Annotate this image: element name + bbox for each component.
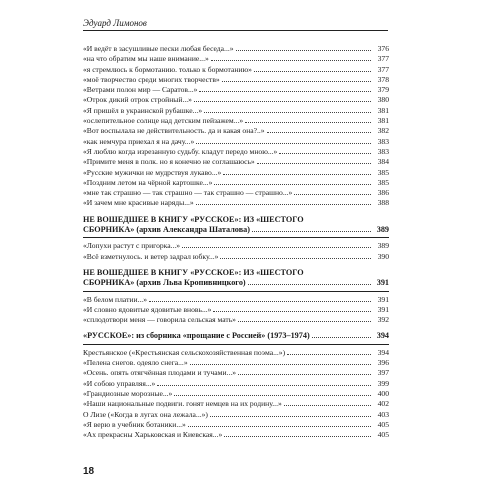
- toc-entry-page: 388: [377, 198, 389, 208]
- toc-entry: [83, 198, 389, 208]
- section-heading-1: [83, 215, 389, 236]
- toc-entry: [83, 44, 389, 54]
- toc-group-1: [83, 44, 389, 209]
- dot-leader: [222, 81, 371, 82]
- dot-leader: [267, 132, 371, 133]
- section-rule: [83, 291, 389, 292]
- toc-entry-page: 400: [377, 388, 389, 398]
- toc-entry-page: 381: [377, 116, 389, 126]
- toc-entry-page: 379: [377, 85, 389, 95]
- dot-leader: [257, 163, 371, 164]
- section-heading-3: [83, 331, 389, 341]
- toc-entry-page: 377: [377, 64, 389, 74]
- dot-leader: [194, 101, 371, 102]
- toc-entry-title: «В белом платии...»: [83, 294, 148, 304]
- section-rule: [83, 344, 389, 345]
- toc-entry-page: 383: [377, 146, 389, 156]
- toc-entry-title: «Лопухи растут с пригорка...»: [83, 241, 181, 251]
- section-heading-line: НЕ ВОШЕДШЕЕ В КНИГУ «РУССКОЕ»: ИЗ «ШЕСТОГО: [83, 214, 304, 224]
- toc-entry: [83, 241, 389, 251]
- dot-leader: [149, 301, 371, 302]
- running-header-author: Эдуард Лимонов: [83, 18, 147, 28]
- toc-entry-page: 389: [377, 241, 389, 251]
- dot-leader: [204, 112, 371, 113]
- toc-entry: [83, 368, 389, 378]
- toc-entry-page: 385: [377, 177, 389, 187]
- dot-leader: [294, 194, 371, 195]
- toc-entry-title: «Осень. опять отягчённая плодами и тучами...»: [83, 368, 237, 378]
- toc-entry: [83, 305, 389, 315]
- dot-leader: [284, 405, 371, 406]
- toc-entry-title: «ослепительное солнце над детским пейзажем...»: [83, 116, 244, 126]
- toc-entry: [83, 188, 389, 198]
- dot-leader: [236, 50, 371, 51]
- section-heading-line: СБОРНИКА» (архив Льва Кропивницкого): [83, 278, 246, 288]
- toc-entry-page: 381: [377, 105, 389, 115]
- toc-entry: [83, 168, 389, 178]
- section-page-number: 394: [376, 331, 389, 341]
- section-2-items: [83, 295, 389, 326]
- toc-entry: [83, 430, 389, 440]
- section-heading-line: «РУССКОЕ»: из сборника «прощание с Россией» (1973–1974): [83, 331, 310, 341]
- toc-entry: [83, 252, 389, 262]
- toc-entry: [83, 95, 389, 105]
- toc-entry-title: О Лизе («Когда в лугах она лежала...»): [83, 409, 208, 419]
- toc-entry: [83, 137, 389, 147]
- section-3-items: [83, 348, 389, 441]
- toc-entry-page: 390: [377, 251, 389, 261]
- toc-entry: [83, 116, 389, 126]
- table-of-contents: [83, 44, 389, 440]
- toc-entry-page: 380: [377, 95, 389, 105]
- toc-entry-page: 394: [377, 347, 389, 357]
- toc-entry-page: 405: [377, 430, 389, 440]
- toc-entry-page: 402: [377, 399, 389, 409]
- toc-entry-title: «я стремлюсь к бормотанию. только к бормотанию»: [83, 64, 252, 74]
- toc-entry: [83, 75, 389, 85]
- toc-entry: [83, 106, 389, 116]
- section-1-items: [83, 241, 389, 262]
- dot-leader: [188, 426, 371, 427]
- toc-entry: [83, 420, 389, 430]
- toc-entry: [83, 348, 389, 358]
- toc-entry: [83, 65, 389, 75]
- header-rule: [83, 30, 388, 31]
- toc-entry-title: «Отрок дикий отрок стройный...»: [83, 95, 192, 105]
- toc-entry-page: 377: [377, 54, 389, 64]
- toc-entry-title: «И словно ядовитые ядовитые вновь...»: [83, 304, 212, 314]
- dot-leader: [196, 204, 371, 205]
- dot-leader: [287, 354, 371, 355]
- toc-entry-title: «как немчура приехал я на дачу...»: [83, 136, 195, 146]
- toc-entry-title: «Русские мужички не мудрствуя лукаво...»: [83, 167, 222, 177]
- toc-entry-page: 391: [377, 304, 389, 314]
- toc-entry-title: «Наши национальные подвиги. гонят немцев на их родину...»: [83, 399, 282, 409]
- toc-entry-title: «сплодотвори меня — говорила сельская мать»: [83, 315, 236, 325]
- page-number: 18: [83, 466, 95, 477]
- toc-entry-title: «Пелена снегов. одеяло снега...»: [83, 358, 188, 368]
- toc-entry: [83, 157, 389, 167]
- toc-entry-title: «Примите меня в полк. но я конечно не соглашаюсь»: [83, 157, 255, 167]
- section-heading-line: СБОРНИКА» (архив Александра Шаталова): [83, 225, 250, 235]
- toc-entry-page: 376: [377, 44, 389, 53]
- section-page-number: 391: [376, 278, 389, 288]
- toc-entry: [83, 85, 389, 95]
- toc-entry-title: «на что обратим мы наше внимание...»: [83, 54, 209, 64]
- toc-entry-title: «Вот воспылала не действительность. да и какая она?..»: [83, 126, 265, 136]
- toc-entry-page: 396: [377, 358, 389, 368]
- toc-entry-title: «Я люблю когда изрезанную судьбу. кладут передо мною...»: [83, 146, 278, 156]
- dot-leader: [224, 436, 371, 437]
- toc-entry-page: 391: [377, 294, 389, 304]
- toc-entry: [83, 178, 389, 188]
- dot-leader: [199, 91, 371, 92]
- toc-entry-page: 385: [377, 167, 389, 177]
- dot-leader: [220, 258, 371, 259]
- dot-leader: [196, 143, 371, 144]
- toc-entry-title: «Я верю в учебник ботаники...»: [83, 419, 186, 429]
- toc-entry: [83, 379, 389, 389]
- toc-entry-page: 384: [377, 157, 389, 167]
- toc-entry-page: 392: [377, 315, 389, 325]
- toc-entry-title: «Я пришёл в украинской рубашке...»: [83, 105, 203, 115]
- toc-entry-title: Крестьянское («Крестьянская сельскохозяйственная поэма...»): [83, 347, 286, 357]
- dot-leader: [190, 364, 371, 365]
- toc-entry: [83, 295, 389, 305]
- toc-entry-title: «Ветрами полон мир — Саратов...»: [83, 85, 198, 95]
- toc-entry: [83, 147, 389, 157]
- dot-leader: [245, 122, 371, 123]
- toc-entry-page: 399: [377, 378, 389, 388]
- dot-leader: [210, 416, 371, 417]
- dot-leader: [211, 60, 371, 61]
- toc-entry: [83, 410, 389, 420]
- toc-entry-title: «Грандиозные морозные...»: [83, 388, 173, 398]
- dot-leader: [223, 174, 371, 175]
- toc-entry-title: «Поздним летом на чёрной картошке...»: [83, 177, 213, 187]
- section-heading-line: НЕ ВОШЕДШЕЕ В КНИГУ «РУССКОЕ»: ИЗ «ШЕСТОГО: [83, 267, 304, 277]
- toc-entry-page: 405: [377, 419, 389, 429]
- section-page-number: 389: [376, 225, 389, 235]
- dot-leader: [213, 311, 371, 312]
- dot-leader: [279, 153, 371, 154]
- toc-entry-title: «Ах прекрасны Харьковская и Киевская...»: [83, 430, 223, 440]
- toc-entry-page: 403: [377, 409, 389, 419]
- dot-leader: [238, 374, 371, 375]
- toc-entry: [83, 54, 389, 64]
- dot-leader: [157, 385, 371, 386]
- section-heading-2: [83, 268, 389, 289]
- toc-entry: [83, 399, 389, 409]
- toc-entry-page: 382: [377, 126, 389, 136]
- toc-entry-page: 378: [377, 74, 389, 84]
- toc-entry-title: «мне так страшно — так страшно — так страшно — страшно...»: [83, 188, 293, 198]
- toc-entry-page: 397: [377, 368, 389, 378]
- toc-entry-title: «И собою управляя...»: [83, 378, 156, 388]
- toc-entry-title: «моё творчество среди многих творчеств»: [83, 74, 220, 84]
- toc-entry-page: 383: [377, 136, 389, 146]
- dot-leader: [214, 184, 371, 185]
- toc-entry: [83, 389, 389, 399]
- toc-entry-title: «Всё взметнулось. и ветер задрал юбку...»: [83, 251, 219, 261]
- dot-leader: [174, 395, 371, 396]
- toc-entry-title: «И ведёт в засушливые пески любая беседа...»: [83, 44, 234, 53]
- dot-leader: [254, 71, 371, 72]
- section-rule: [83, 237, 389, 238]
- toc-entry-page: 386: [377, 188, 389, 198]
- toc-entry: [83, 126, 389, 136]
- dot-leader: [238, 321, 371, 322]
- toc-entry: [83, 358, 389, 368]
- dot-leader: [182, 247, 371, 248]
- toc-entry: [83, 315, 389, 325]
- toc-entry-title: «И зачем мне красивые наряды...»: [83, 198, 194, 208]
